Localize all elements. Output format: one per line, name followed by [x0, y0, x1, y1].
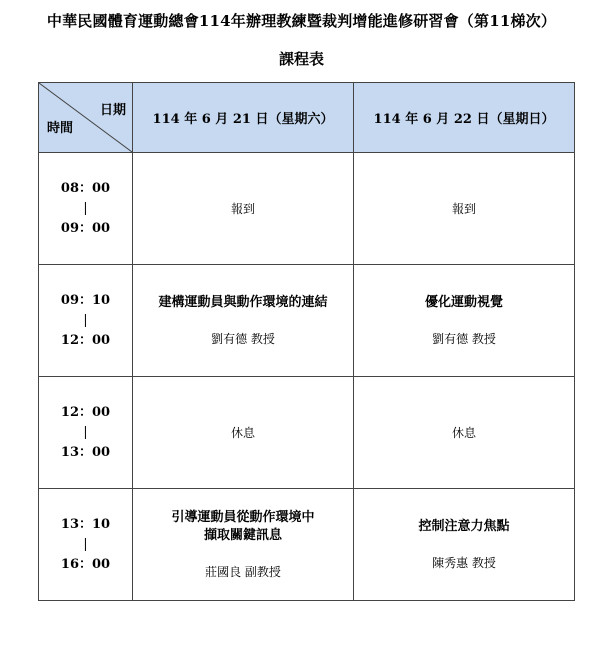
header-row: [39, 83, 575, 153]
time-end: 12：00: [60, 332, 111, 348]
time-start: 09：10: [60, 292, 111, 308]
schedule-table: [38, 82, 575, 601]
document-subtitle: 課程表: [278, 50, 324, 68]
time-end: 13：00: [60, 444, 111, 460]
time-cell: [39, 265, 133, 377]
time-separator: |: [83, 424, 88, 440]
corner-cell: [39, 83, 133, 153]
session-title: 控制注意力焦點: [418, 519, 510, 534]
table-row: [39, 265, 575, 377]
session-cell: 休息: [133, 377, 354, 489]
document-title: 中華民國體育運動總會114年辦理教練暨裁判增能進修研習會（第11梯次）: [46, 12, 557, 30]
session-cell: 報到: [133, 153, 354, 265]
session-cell: 休息: [354, 377, 575, 489]
speaker-name: 劉有德 教授: [432, 332, 496, 346]
session-title-line2: 擷取關鍵訊息: [203, 528, 282, 543]
speaker-name: 莊國良 副教授: [205, 565, 281, 579]
session-cell: 報到: [354, 153, 575, 265]
session-cell: [354, 265, 575, 377]
time-separator: |: [83, 200, 88, 216]
session-title: 引導運動員從動作環境中: [171, 510, 315, 525]
day-header-1: 114 年 6 月 21 日（星期六）: [133, 83, 354, 153]
session-title: 優化運動視覺: [424, 295, 503, 310]
speaker-name: 陳秀惠 教授: [432, 556, 496, 570]
speaker-name: 劉有德 教授: [211, 332, 275, 346]
corner-date-label: 日期: [99, 103, 126, 118]
table-row: [39, 153, 575, 265]
session-cell: [133, 265, 354, 377]
table-row: [39, 489, 575, 601]
time-cell: [39, 489, 133, 601]
time-separator: |: [83, 312, 88, 328]
day-header-2: 114 年 6 月 22 日（星期日）: [354, 83, 575, 153]
time-cell: [39, 153, 133, 265]
session-cell: [354, 489, 575, 601]
time-start: 13：10: [60, 516, 111, 532]
time-end: 16：00: [60, 556, 111, 572]
time-end: 09：00: [60, 220, 111, 236]
corner-time-label: 時間: [47, 121, 74, 136]
time-start: 12：00: [60, 404, 111, 420]
session-title: 建構運動員與動作環境的連結: [158, 295, 328, 310]
table-row: [39, 377, 575, 489]
session-cell: [133, 489, 354, 601]
time-cell: [39, 377, 133, 489]
time-separator: |: [83, 536, 88, 552]
time-start: 08：00: [60, 180, 111, 196]
